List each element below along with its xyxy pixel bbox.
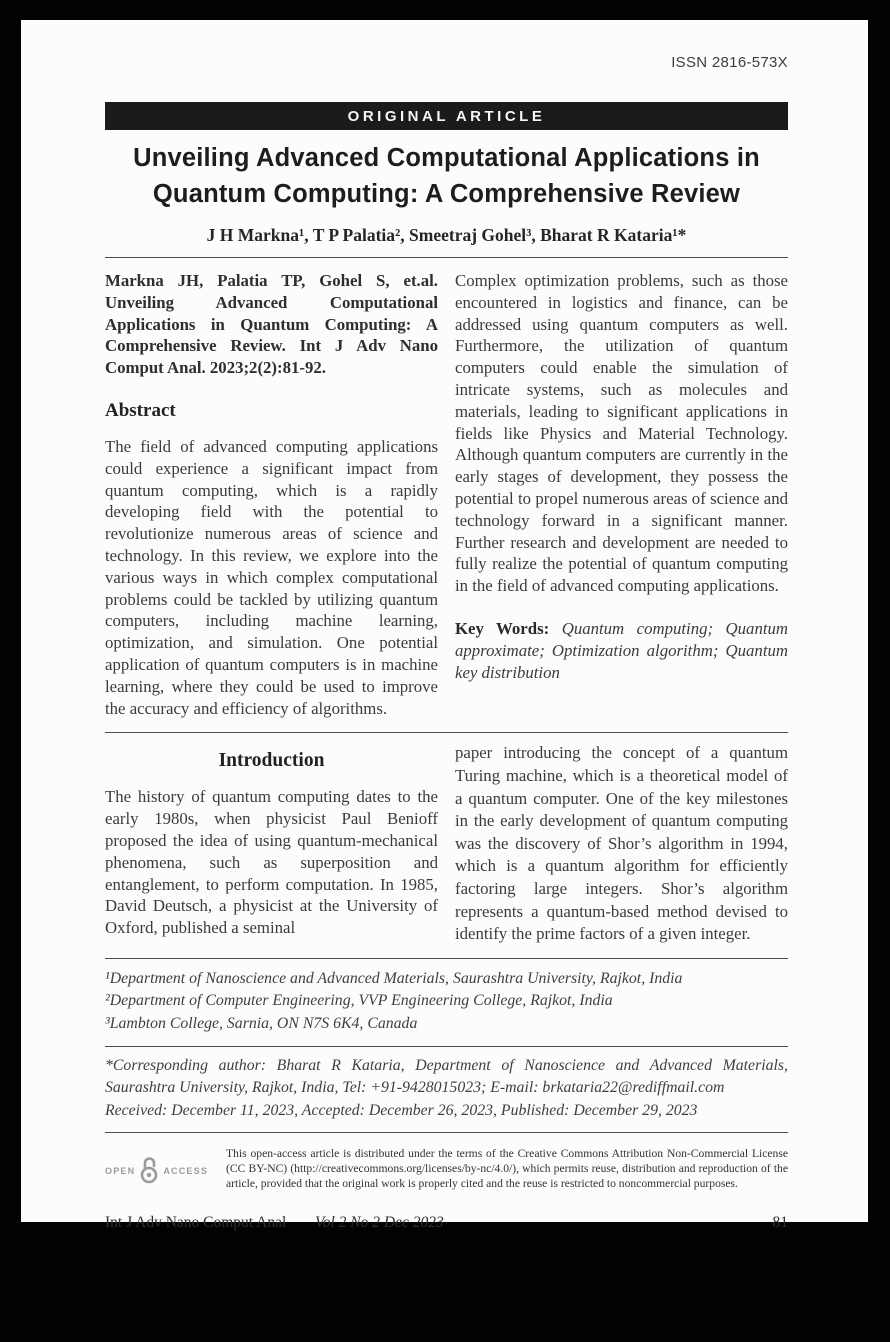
open-access-logo bbox=[105, 1155, 208, 1187]
paper-title bbox=[105, 140, 788, 212]
article-dates: Received: December 11, 2023, Accepted: December 26, 2023, Published: December 29, 2023 bbox=[105, 1102, 698, 1120]
divider-above-affiliations bbox=[105, 958, 788, 959]
open-access-open-label: OPEN bbox=[105, 1166, 136, 1177]
corresponding-author-note: *Corresponding author: Bharat R Kataria, Department of Nanoscience and Advanced Materials, Saurashtra University, Rajkot, India, Tel: +91-9428015023; E-mail: brkataria22@rediffmail.com bbox=[105, 1057, 788, 1096]
footer-journal-name: Int J Adv Nano Comput Anal bbox=[105, 1213, 287, 1231]
introduction-left-column bbox=[105, 742, 438, 945]
license-section bbox=[105, 1147, 788, 1191]
paper-title-line1: Unveiling Advanced Computational Applications in bbox=[133, 144, 760, 172]
introduction-columns bbox=[105, 742, 788, 945]
abstract-paragraph-left: The field of advanced computing applications could experience a significant impact from quantum computing, which is a rapidly developing field with the potential to revolutionize numerous areas of science and technology. In this review, we explore into the various ways in which complex computational problems could be tackled by utilizing quantum computers, including machine learning, optimization, and simulation. One potential application of quantum computers is in machine learning, where they could be used to improve the accuracy and efficiency of algorithms. bbox=[105, 436, 438, 718]
page-footer bbox=[105, 1214, 788, 1234]
affiliation-2: ²Department of Computer Engineering, VVP Engineering College, Rajkot, India bbox=[105, 992, 613, 1010]
abstract-right-column bbox=[455, 270, 788, 719]
open-access-access-label: ACCESS bbox=[163, 1166, 209, 1177]
abstract-heading: Abstract bbox=[105, 399, 176, 421]
keywords-block bbox=[455, 618, 788, 683]
page-content bbox=[21, 20, 868, 1234]
authors-line: J H Markna¹, T P Palatia², Smeetraj Gohel³, Bharat R Kataria¹* bbox=[206, 225, 687, 245]
issn-number: ISSN 2816-573X bbox=[671, 54, 788, 71]
affiliation-3: ³Lambton College, Sarnia, ON N7S 6K4, Canada bbox=[105, 1014, 418, 1032]
divider-above-license bbox=[105, 1132, 788, 1133]
paper-title-line2: Quantum Computing: A Comprehensive Review bbox=[152, 180, 741, 208]
introduction-right-column bbox=[455, 742, 788, 945]
affiliation-1: ¹Department of Nanoscience and Advanced Materials, Saurashtra University, Rajkot, India bbox=[105, 969, 683, 987]
introduction-heading: Introduction bbox=[218, 750, 325, 772]
abstract-left-column bbox=[105, 270, 438, 719]
keywords-list: Quantum computing; Quantum approximate; Optimization algorithm; Quantum key distribution bbox=[455, 618, 789, 682]
introduction-paragraph-left: The history of quantum computing dates to the early 1980s, when physicist Paul Benioff proposed the idea of using quantum-mechanical phenomena, such as superposition and entanglement, to perform computation. In 1985, David Deutsch, a physicist at the University of Oxford, published a seminal bbox=[105, 787, 438, 938]
citation-text: Markna JH, Palatia TP, Gohel S, et.al. Unveiling Advanced Computational Applications in Quantum Computing: A Comprehensive Review. Int J Adv Nano Comput Anal. 2023;2(2):81-92. bbox=[105, 271, 438, 378]
article-type-banner: ORIGINAL ARTICLE bbox=[105, 102, 788, 130]
abstract-columns bbox=[105, 270, 788, 719]
paper-page bbox=[21, 20, 868, 1231]
divider-under-authors bbox=[105, 257, 788, 258]
affiliations-block bbox=[105, 968, 788, 1035]
abstract-paragraph-right: Complex optimization problems, such as those encountered in logistics and finance, can be addressed using quantum computers as well. Furthermore, the utilization of quantum computers could enable the simulation of intricate systems, such as molecules and materials, leading to significant applications in fields like Physics and Material Technology. Although quantum computers are currently in the early stages of development, they possess the potential to propel numerous areas of science and technology forward in a significant manner. Further research and development are needed to fully realize the potential of quantum computing in the field of advanced computing applications. bbox=[455, 271, 788, 596]
footer-page-number: 81 bbox=[772, 1213, 788, 1231]
keywords-label: Key Words: bbox=[455, 618, 550, 638]
divider-above-introduction bbox=[105, 732, 788, 733]
license-text: This open-access article is distributed under the terms of the Creative Commons Attribution Non-Commercial License (CC BY-NC) (http://creativecommons.org/licenses/by-nc/4.0/), which permits reuse, distribution and reproduction of the article, provided that the original work is properly cited and the reuse is restricted to noncommercial purposes. bbox=[226, 1147, 788, 1190]
divider-above-corresponding bbox=[105, 1046, 788, 1047]
open-lock-icon bbox=[138, 1155, 160, 1187]
footer-volume-info: Vol 2 No 2 Dec 2023 bbox=[315, 1213, 444, 1231]
introduction-paragraph-right: paper introducing the concept of a quantum Turing machine, which is a theoretical model of a quantum computer. One of the key milestones in the early development of quantum computing was the discovery of Shor’s algorithm in 1994, which is a quantum algorithm for efficiently factoring large integers. Shor’s algorithm represents a quantum-based method devised to identify the prime factors of a given integer. bbox=[455, 743, 788, 944]
